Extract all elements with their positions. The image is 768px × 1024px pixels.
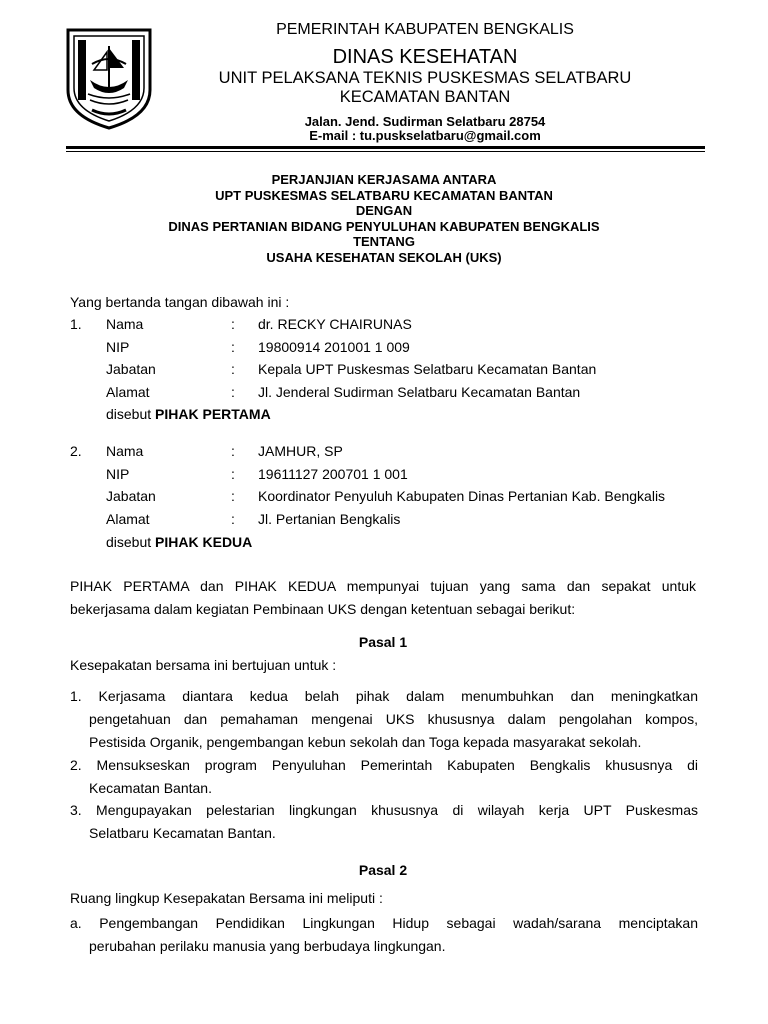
party1-jabatan: Kepala UPT Puskesmas Selatbaru Kecamatan Bantan <box>258 361 597 377</box>
letterhead-rule-thin <box>66 151 705 152</box>
letterhead-address: Jalan. Jend. Sudirman Selatbaru 28754 <box>304 114 546 129</box>
list-item-text: a. Pengembangan Pendidikan Lingkungan Hidup sebagai wadah/sarana menciptakan <box>70 915 698 931</box>
colon: : <box>231 511 235 527</box>
letterhead-government: PEMERINTAH KABUPATEN BENGKALIS <box>276 21 574 38</box>
party2-jabatan: Koordinator Penyuluh Kabupaten Dinas Pertanian Kab. Bengkalis <box>258 488 666 504</box>
party1-nip-label: NIP <box>106 339 130 355</box>
colon: : <box>231 339 235 355</box>
party2-nama: JAMHUR, SP <box>258 443 343 459</box>
party1-alamat-label: Alamat <box>106 384 150 400</box>
letterhead-rule-thick <box>66 146 705 149</box>
pasal1-lead: Kesepakatan bersama ini bertujuan untuk : <box>70 657 337 673</box>
title-line: PERJANJIAN KERJASAMA ANTARA <box>271 172 497 187</box>
party2-number: 2. <box>70 443 82 459</box>
list-item-text: Selatbaru Kecamatan Bantan. <box>89 825 276 841</box>
colon: : <box>231 316 235 332</box>
pasal1-heading: Pasal 1 <box>358 634 408 650</box>
party1-disebut: disebut <box>106 406 152 422</box>
party2-sebutan: PIHAK KEDUA <box>155 534 253 550</box>
pasal2-lead: Ruang lingkup Kesepakatan Bersama ini meliputi : <box>70 890 383 906</box>
title-line: DINAS PERTANIAN BIDANG PENYULUHAN KABUPATEN BENGKALIS <box>168 218 600 234</box>
list-item-text: 2. Mensukseskan program Penyuluhan Pemerintah Kabupaten Bengkalis khususnya di <box>70 757 698 773</box>
party1-nip: 19800914 201001 1 009 <box>258 339 410 355</box>
regency-coat-of-arms-logo <box>62 24 156 132</box>
party1-nama-label: Nama <box>106 316 144 332</box>
party1-sebutan: PIHAK PERTAMA <box>155 406 271 422</box>
party2-alamat-label: Alamat <box>106 511 150 527</box>
letterhead-unit-line2: KECAMATAN BANTAN <box>339 88 511 106</box>
title-line: TENTANG <box>353 234 415 250</box>
pasal2-item-a <box>70 912 698 958</box>
colon: : <box>231 488 235 504</box>
colon: : <box>231 384 235 400</box>
agreement-paragraph <box>70 575 696 621</box>
party2-nip: 19611127 200701 1 001 <box>258 466 408 482</box>
letterhead-contact <box>160 115 690 143</box>
party2-nama-label: Nama <box>106 443 144 459</box>
list-item-text: 3. Mengupayakan pelestarian lingkungan khususnya di wilayah kerja UPT Puskesmas <box>70 802 698 818</box>
party1-designation <box>106 406 271 423</box>
pasal1-item-2 <box>70 754 698 800</box>
party1-jabatan-label: Jabatan <box>106 361 156 377</box>
party1-number: 1. <box>70 316 82 332</box>
list-item-text: pengetahuan dan pemahaman mengenai UKS khususnya dalam pengolahan kompos, <box>89 711 698 727</box>
agreement-line: bekerjasama dalam kegiatan Pembinaan UKS dengan ketentuan sebagai berikut: <box>70 601 576 617</box>
title-line: USAHA KESEHATAN SEKOLAH (UKS) <box>266 249 502 265</box>
letterhead-agency: DINAS KESEHATAN <box>332 46 518 68</box>
colon: : <box>231 361 235 377</box>
document-title <box>60 172 708 266</box>
list-item-text: Pestisida Organik, pengembangan kebun sekolah dan Toga kepada masyarakat sekolah. <box>89 734 642 750</box>
list-item-text: perubahan perilaku manusia yang berbudaya lingkungan. <box>89 938 446 954</box>
party2-disebut: disebut <box>106 534 152 550</box>
list-item-text: 1. Kerjasama diantara kedua belah pihak dalam menumbuhkan dan meningkatkan <box>70 688 698 704</box>
letterhead-email: E-mail : tu.puskselatbaru@gmail.com <box>309 128 541 143</box>
list-item-text: Kecamatan Bantan. <box>89 780 212 796</box>
party1-nama: dr. RECKY CHAIRUNAS <box>258 316 412 332</box>
party2-alamat: Jl. Pertanian Bengkalis <box>258 511 401 527</box>
colon: : <box>231 443 235 459</box>
pasal1-item-3 <box>70 799 698 845</box>
party2-designation <box>106 534 252 551</box>
letterhead-unit <box>160 69 690 107</box>
party2-nip-label: NIP <box>106 466 130 482</box>
colon: : <box>231 466 235 482</box>
title-line: DENGAN <box>355 203 413 219</box>
agreement-line: PIHAK PERTAMA dan PIHAK KEDUA mempunyai tujuan yang sama dan sepakat untuk <box>70 578 696 594</box>
party2-jabatan-label: Jabatan <box>106 488 156 504</box>
intro-text: Yang bertanda tangan dibawah ini : <box>70 294 290 310</box>
letterhead-unit-line1: UNIT PELAKSANA TEKNIS PUSKESMAS SELATBARU <box>218 69 632 87</box>
party1-alamat: Jl. Jenderal Sudirman Selatbaru Kecamatan Bantan <box>258 384 581 400</box>
pasal2-heading: Pasal 2 <box>358 862 408 878</box>
title-line: UPT PUSKESMAS SELATBARU KECAMATAN BANTAN <box>215 187 553 203</box>
pasal1-item-1 <box>70 685 698 754</box>
